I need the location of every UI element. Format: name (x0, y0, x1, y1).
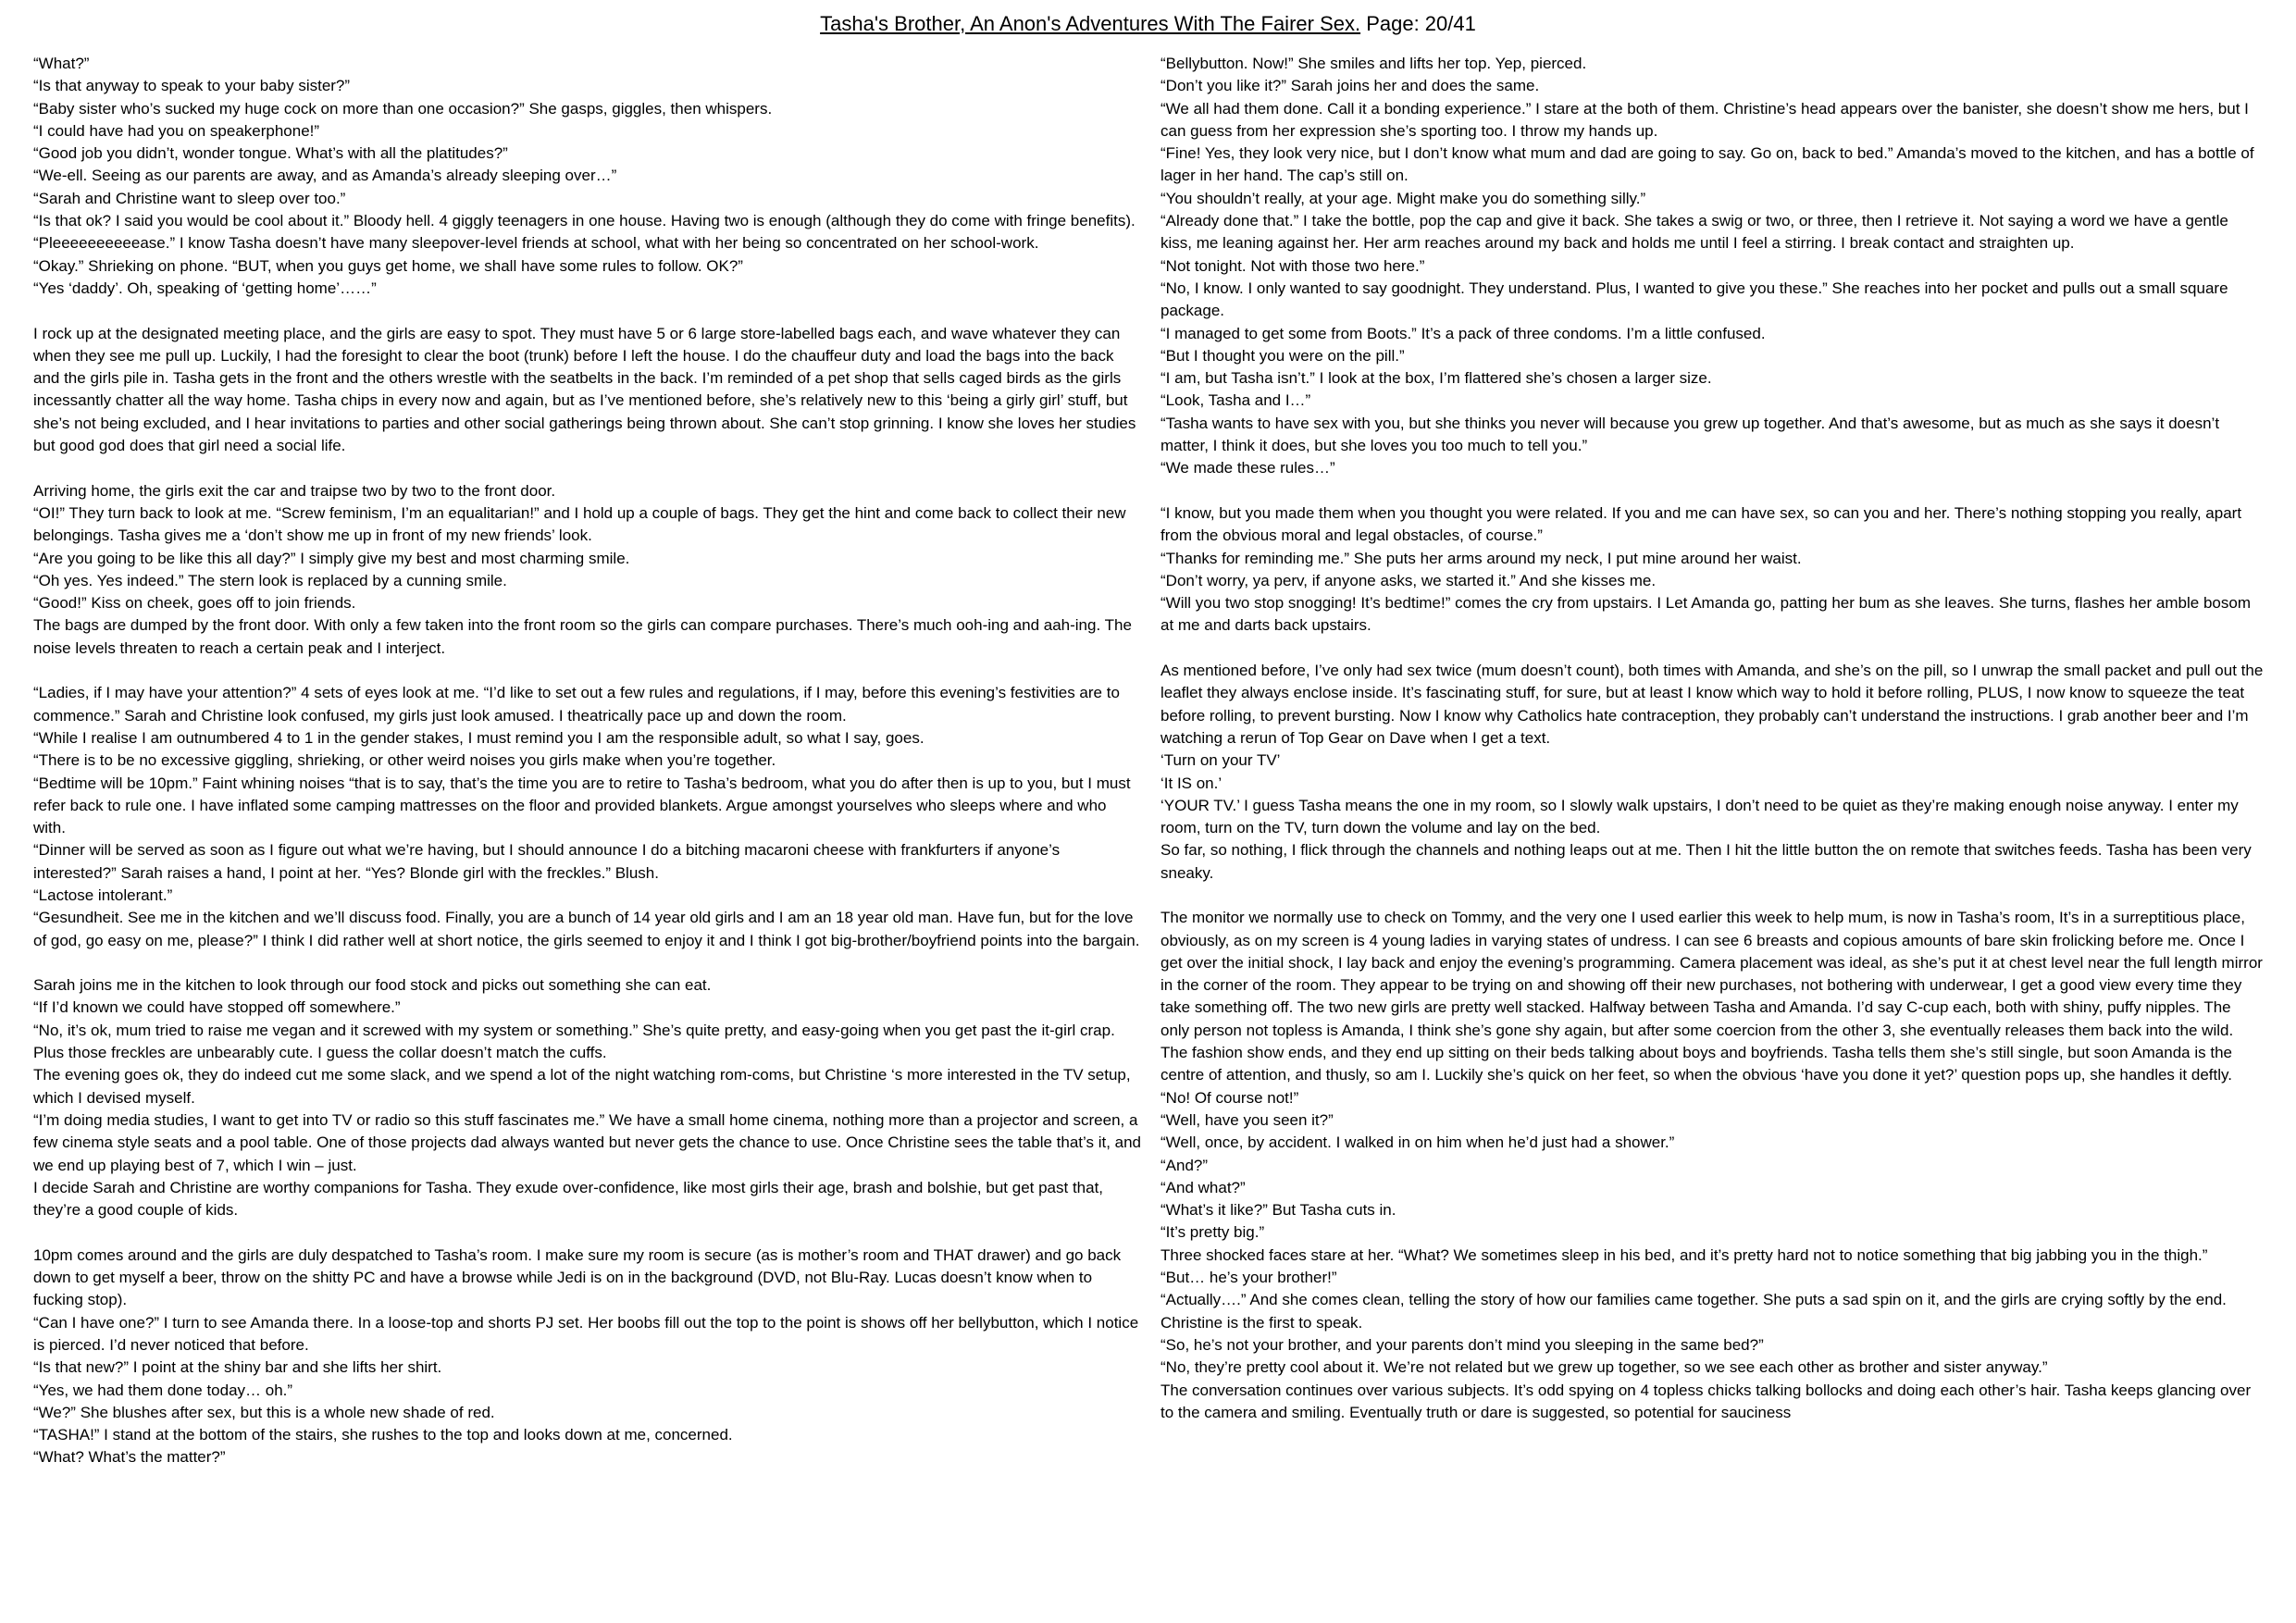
text-line: The fashion show ends, and they end up sitting on their beds talking about boys and boyfriends. Tasha tells them she’s still single, but soon Amanda is the centre of attention, and thusly, so am I. Luckily she’s quick on her feet, so when the obvious ‘have you done it yet?’ question pops up, she handles it deftly. (1160, 1044, 2232, 1084)
text-line: “Baby sister who’s sucked my huge cock on more than one occasion?” She gasps, giggles, then whispers. (33, 99, 773, 118)
text-line: “What? What’s the matter?” (33, 1448, 226, 1467)
paragraph (1160, 502, 2264, 638)
text-line: The monitor we normally use to check on Tommy, and the very one I used earlier this week to help mum, is now in Tasha’s room, It’s in a surreptitious place, obviously, as on my screen is 4 young ladies in varying states of undress. I can see 6 breasts and copious amounts of bare skin frolicking before me. Once I get over the initial shock, I lay back and enjoy the evening’s programming. Camera placement was ideal, as she’s put it at chest level near the full length mirror in the corner of the room. They appear to be trying on and showing off their new purchases, not bothering with underwear, I get a good view every time they take something off. The two new girls are pretty well stacked. Halfway between Tasha and Amanda. I’d say C-cup each, both with shiny, puffy nipples. The only person not topless is Amanda, I think she’s gone shy again, but after some coercion from the other 3, she eventually releases them back into the wild. (1160, 909, 2263, 1039)
text-line: “OI!” They turn back to look at me. “Screw feminism, I’m an equalitarian!” and I hold up a couple of bags. They get the hint and come back to collect their new belongings. Tasha gives me a ‘don’t show me up in front of my new friends’ look. (33, 503, 1126, 545)
text-line: “Yes, we had them done today… oh.” (33, 1381, 293, 1399)
left-column (33, 53, 1142, 1492)
text-line: As mentioned before, I’ve only had sex twice (mum doesn’t count), both times with Amanda, and she’s on the pill, so I unwrap the small packet and pull out the leaflet they always enclose inside. It’s fascinating stuff, for sure, but at least I know which way to hold it before rolling, PLUS, I now know to squeeze the teat before rolling, to prevent bursting. Now I know why Catholics hate contraception, they probably can’t understand the instructions. I grab another beer and I’m watching a rerun of Top Gear on Dave when I get a text. (1160, 662, 2264, 747)
text-line: “But… he’s your brother!” (1160, 1269, 1337, 1287)
text-line: “Look, Tasha and I…” (1160, 391, 1311, 410)
text-line: “No, I know. I only wanted to say goodnight. They understand. Plus, I wanted to give you these.” She reaches into her pocket and pulls out a small square package. (1160, 279, 2228, 320)
text-line: I rock up at the designated meeting place, and the girls are easy to spot. They must have 5 or 6 large store-labelled bags each, and wave whatever they can when they see me pull up. Luckily, I had the foresight to clear the boot (trunk) before I left the house. I do the chauffeur duty and load the bags into the back and the girls pile in. Tasha gets in the front and the others wrestle with the seatbelts in the back. I’m reminded of a pet shop that sells caged birds as the girls incessantly chatter all the way home. Tasha chips in every now and again, but as I’ve mentioned before, she’s relatively new to this ‘being a girly girl’ stuff, but she’s not being excluded, and I hear invitations to parties and other social gatherings being thrown about. She can’t stop grinning. I know she loves her studies but good god does that girl need a social life. (33, 324, 1136, 455)
paragraph (1160, 53, 2264, 480)
text-line: ‘It IS on.’ (1160, 774, 1222, 792)
text-line: “Good job you didn’t, wonder tongue. What’s with all the platitudes?” (33, 144, 508, 163)
paragraph (33, 53, 1142, 300)
text-line: “I managed to get some from Boots.” It’s a pack of three condoms. I’m a little confused. (1160, 324, 1766, 342)
text-line: “Bedtime will be 10pm.” Faint whining noises “that is to say, that’s the time you are to retire to Tasha’s bedroom, what you do after then is up to you, but I must refer back to rule one. I have inflated some camping mattresses on the floor and provided blankets. Argue amongst yourselves who sleeps where and who with. (33, 774, 1131, 837)
paragraph (1160, 660, 2264, 885)
page-title (0, 11, 2296, 37)
text-line: Arriving home, the girls exit the car and traipse two by two to the front door. (33, 481, 556, 500)
paragraph (33, 682, 1142, 952)
text-line: “While I realise I am outnumbered 4 to 1 in the gender stakes, I must remind you I am the responsible adult, so what I say, goes. (33, 728, 925, 747)
text-line: “Okay.” Shrieking on phone. “BUT, when you guys get home, we shall have some rules to follow. OK?” (33, 256, 743, 275)
text-line: “Is that new?” I point at the shiny bar and she lifts her shirt. (33, 1358, 442, 1377)
text-line: “Don’t you like it?” Sarah joins her and does the same. (1160, 77, 1540, 95)
text-line: “No, it’s ok, mum tried to raise me vegan and it screwed with my system or something.” She’s quite pretty, and easy-going when you get past the it-girl crap. Plus those freckles are unbearably cute. I guess the collar doesn’t match the cuffs. (33, 1021, 1115, 1062)
text-line: “So, he’s not your brother, and your parents don’t mind you sleeping in the same bed?” (1160, 1335, 1764, 1354)
text-line: Three shocked faces stare at her. “What? We sometimes sleep in his bed, and it’s pretty hard not to notice something that big jabbing you in the thigh.” (1160, 1245, 2208, 1264)
text-line: “Is that anyway to speak to your baby sister?” (33, 77, 351, 95)
text-line: “But I thought you were on the pill.” (1160, 346, 1405, 365)
paragraph (33, 974, 1142, 1221)
text-line: “Tasha wants to have sex with you, but she thinks you never will because you grew up together. And that’s awesome, but as much as she says it doesn’t matter, I think it does, but she loves you too much to tell you.” (1160, 414, 2220, 455)
text-line: The bags are dumped by the front door. With only a few taken into the front room so the girls can compare purchases. There’s much ooh-ing and aah-ing. The noise levels threaten to reach a certain peak and I interject. (33, 616, 1132, 657)
text-line: “Well, have you seen it?” (1160, 1110, 1334, 1129)
text-line: “Yes ‘daddy’. Oh, speaking of ‘getting home’……” (33, 279, 377, 297)
text-line: “Not tonight. Not with those two here.” (1160, 256, 1425, 275)
text-line: “I could have had you on speakerphone!” (33, 121, 320, 140)
text-line: “We-ell. Seeing as our parents are away, and as Amanda’s already sleeping over…” (33, 167, 617, 185)
text-line: “You shouldn’t really, at your age. Might make you do something silly.” (1160, 189, 1646, 207)
text-line: “Well, once, by accident. I walked in on him when he’d just had a shower.” (1160, 1134, 1675, 1152)
right-column (1160, 53, 2264, 1446)
paragraph (33, 480, 1142, 660)
text-line: ‘Turn on your TV’ (1160, 751, 1281, 770)
text-line: “Gesundheit. See me in the kitchen and we’ll discuss food. Finally, you are a bunch of 14 year old girls and I am an 18 year old man. Have fun, but for the love of god, go easy on me, please?” I think I did rather well at short notice, the girls seemed to enjoy it and I think I got big-brother/boyfriend points into the bargain. (33, 909, 1140, 949)
text-line: “There is to be no excessive giggling, shrieking, or other weird noises you girls make when you’re together. (33, 751, 776, 770)
text-line: “I am, but Tasha isn’t.” I look at the box, I’m flattered she’s chosen a larger size. (1160, 369, 1712, 388)
text-line: “Already done that.” I take the bottle, pop the cap and give it back. She takes a swig or two, or three, then I retrieve it. Not saying a word we have a gentle kiss, me leaning against her. Her arm reaches around my back and holds me until I feel a stirring. I break contact and straighten up. (1160, 212, 2228, 253)
text-line: “And?” (1160, 1156, 1209, 1174)
text-line: “We?” She blushes after sex, but this is a whole new shade of red. (33, 1403, 495, 1421)
paragraph (1160, 907, 2264, 1424)
text-line: “Oh yes. Yes indeed.” The stern look is replaced by a cunning smile. (33, 571, 507, 589)
text-line: “Dinner will be served as soon as I figure out what we’re having, but I should announce I do a bitching macaroni cheese with frankfurters if anyone’s interested?” Sarah raises a hand, I point at her. “Yes? Blonde girl with the freckles.” Blush. (33, 841, 1061, 882)
text-line: The evening goes ok, they do indeed cut me some slack, and we spend a lot of the night watching rom-coms, but Christine ‘s more interested in the TV setup, which I devised myself. (33, 1066, 1131, 1107)
text-line: “Will you two stop snogging! It’s bedtime!” comes the cry from upstairs. I Let Amanda go, patting her bum as she leaves. She turns, flashes her amble bosom at me and darts back upstairs. (1160, 594, 2251, 635)
document-title: Tasha's Brother, An Anon's Adventures With The Fairer Sex. (820, 12, 1361, 35)
text-line: “Is that ok? I said you would be cool about it.” Bloody hell. 4 giggly teenagers in one house. Having two is enough (although they do come with fringe benefits). “Pleeeeeeeeeease.” I know Tasha doesn’t have many sleepover-level friends at school, what with her being so concentrated on her school-work. (33, 212, 1136, 253)
text-line: “If I’d known we could have stopped off somewhere.” (33, 998, 401, 1017)
text-line: ‘YOUR TV.’ I guess Tasha means the one in my room, so I slowly walk upstairs, I don’t need to be quiet as they’re making enough noise anyway. I enter my room, turn on the TV, turn down the volume and lay on the bed. (1160, 796, 2239, 837)
text-line: 10pm comes around and the girls are duly despatched to Tasha’s room. I make sure my room is secure (as is mother’s room and THAT drawer) and go back down to get myself a beer, throw on the shitty PC and have a browse while Jedi is on in the background (DVD, not Blu-Ray. Lucas doesn’t know when to fucking stop). (33, 1245, 1122, 1309)
text-line: “I’m doing media studies, I want to get into TV or radio so this stuff fascinates me.” We have a small home cinema, nothing more than a projector and screen, a few cinema style seats and a pool table. One of those projects dad always wanted but never gets the chance to use. Once Christine sees the table that’s it, and we end up playing best of 7, which I win – just. (33, 1110, 1142, 1174)
text-line: “Are you going to be like this all day?” I simply give my best and most charming smile. (33, 549, 630, 567)
text-line: The conversation continues over various subjects. It’s odd spying on 4 topless chicks talking bollocks and doing each other’s hair. Tasha keeps glancing over to the camera and smiling. Eventually truth or dare is suggested, so potential for sauciness (1160, 1381, 2252, 1421)
text-line: So far, so nothing, I flick through the channels and nothing leaps out at me. Then I hit the little button the on remote that switches feeds. Tasha has been very sneaky. (1160, 841, 2252, 882)
text-line: “Can I have one?” I turn to see Amanda there. In a loose-top and shorts PJ set. Her boobs fill out the top to the point is shows off her bellybutton, which I notice is pierced. I’d never noticed that before. (33, 1313, 1139, 1354)
text-line: “No! Of course not!” (1160, 1088, 1299, 1107)
text-line: “Bellybutton. Now!” She smiles and lifts her top. Yep, pierced. (1160, 55, 1587, 72)
page-number: Page: 20/41 (1360, 12, 1476, 35)
text-line: “We all had them done. Call it a bonding experience.” I stare at the both of them. Christine’s head appears over the banister, she doesn’t show me hers, but I can guess from her expression she’s sporting too. I throw my hands up. (1160, 99, 2249, 140)
text-line: I decide Sarah and Christine are worthy companions for Tasha. They exude over-confidence, like most girls their age, brash and bolshie, but get past that, they’re a good couple of kids. (33, 1178, 1104, 1220)
text-line: “It’s pretty big.” (1160, 1223, 1265, 1242)
text-line: “Fine! Yes, they look very nice, but I don’t know what mum and dad are going to say. Go on, back to bed.” Amanda’s moved to the kitchen, and has a bottle of lager in her hand. The cap’s still on. (1160, 144, 2254, 185)
text-line: “And what?” (1160, 1178, 1246, 1196)
paragraph (33, 323, 1142, 458)
text-line: “I know, but you made them when you thought you were related. If you and me can have sex, so can you and her. There’s nothing stopping you really, apart from the obvious moral and legal obstacles, of course.” (1160, 503, 2242, 545)
text-line: “Don’t worry, ya perv, if anyone asks, we started it.” And she kisses me. (1160, 571, 1657, 589)
text-line: “Thanks for reminding me.” She puts her arms around my neck, I put mine around her waist. (1160, 549, 1802, 567)
text-line: “Sarah and Christine want to sleep over too.” (33, 189, 346, 207)
text-line: “What’s it like?” But Tasha cuts in. (1160, 1201, 1396, 1220)
text-line: “TASHA!” I stand at the bottom of the stairs, she rushes to the top and looks down at me, concerned. (33, 1426, 733, 1444)
text-line: “No, they’re pretty cool about it. We’re not related but we grew up together, so we see each other as brother and sister anyway.” (1160, 1358, 2048, 1377)
text-line: Sarah joins me in the kitchen to look through our food stock and picks out something she can eat. (33, 976, 712, 995)
text-line: “What?” (33, 55, 90, 72)
text-line: “Lactose intolerant.” (33, 886, 173, 904)
text-line: “Ladies, if I may have your attention?” 4 sets of eyes look at me. “I’d like to set out a few rules and regulations, if I may, before this evening’s festivities are to commence.” Sarah and Christine look confused, my girls just look amused. I theatrically pace up and down the room. (33, 684, 1120, 725)
text-line: “Actually….” And she comes clean, telling the story of how our families came together. She puts a sad spin on it, and the girls are crying softly by the end. Christine is the first to speak. (1160, 1291, 2227, 1332)
text-line: “Good!” Kiss on cheek, goes off to join friends. (33, 594, 356, 613)
text-line: “We made these rules…” (1160, 459, 1335, 477)
paragraph (33, 1245, 1142, 1469)
